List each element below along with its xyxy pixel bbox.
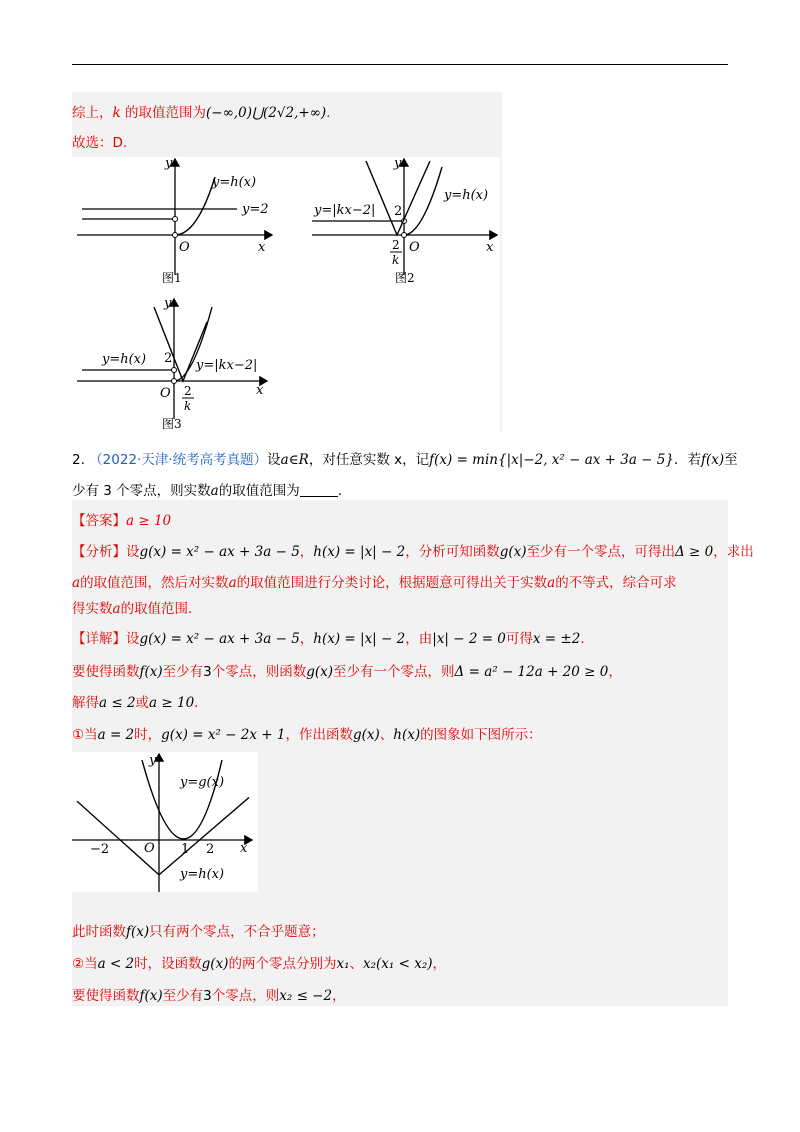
- f2-y-label: y: [394, 157, 402, 171]
- case1-x-label: x: [240, 841, 248, 856]
- f3-x-label: x: [256, 383, 264, 398]
- g-symbol: g(x): [499, 544, 527, 560]
- g-definition: g(x) = x² − 2x + 1: [161, 727, 286, 743]
- text: ，: [432, 956, 446, 972]
- text: 至: [724, 452, 738, 468]
- var-a: a: [72, 575, 81, 591]
- text: 个零点，则函数: [211, 664, 307, 680]
- f2-x-label: x: [486, 240, 494, 255]
- text: ①当: [72, 727, 98, 743]
- case1-tick-neg2: −2: [90, 842, 110, 857]
- problem-line-1: [72, 448, 738, 468]
- problem-line-2: [72, 479, 342, 499]
- analysis-line-2: [72, 571, 677, 591]
- f1-line-label: y=2: [242, 202, 269, 217]
- text: 时，设函数: [134, 956, 202, 972]
- h-definition: h(x) = |x| − 2: [313, 544, 406, 560]
- count: 3: [203, 664, 212, 680]
- equation: |x| − 2 = 0: [432, 631, 506, 647]
- text: 设: [267, 452, 281, 468]
- f-symbol: f(x): [139, 664, 163, 680]
- count: 3: [203, 988, 212, 1004]
- text: 至少有: [162, 664, 204, 680]
- condition: a∈R: [280, 452, 309, 468]
- text: 个零点，则: [211, 988, 280, 1004]
- f2-curve-label: y=h(x): [444, 188, 489, 203]
- figure-svg: [72, 157, 500, 432]
- discriminant-condition: Δ ≥ 0: [675, 544, 714, 560]
- problem-number: 2.: [72, 452, 85, 468]
- f-symbol: f(x): [139, 988, 163, 1004]
- detail-line-3: [72, 691, 198, 711]
- text: 、: [349, 956, 363, 972]
- var-a: a: [210, 483, 219, 499]
- text: .: [326, 105, 331, 121]
- f1-origin-label: O: [179, 240, 190, 255]
- case1-h-label: y=h(x): [180, 867, 225, 882]
- g-symbol: g(x): [352, 727, 380, 743]
- text: 解得: [72, 695, 99, 711]
- case-1-svg: [72, 752, 258, 892]
- f3-y-label: y: [164, 296, 172, 311]
- range-2: a ≥ 10: [149, 695, 195, 711]
- text: 只有两个零点，不合乎题意；: [149, 924, 325, 940]
- answer-line: [72, 509, 171, 529]
- h-definition: h(x) = |x| − 2: [313, 631, 406, 647]
- answer-blank: [300, 484, 338, 497]
- f3-frac-den: k: [184, 399, 192, 413]
- text: ，对任意实数 x，记: [308, 452, 430, 468]
- f2-caption: 图2: [395, 271, 415, 285]
- text: 至少有一个零点，可得出: [526, 544, 676, 560]
- after-line-3: [72, 984, 346, 1004]
- function-definition: f(x) = min{|x|−2, x² − ax + 3a − 5}: [429, 452, 674, 468]
- text: ，作出函数: [285, 727, 353, 743]
- f1-x-label: x: [258, 240, 266, 255]
- f1-caption: 图1: [162, 271, 182, 285]
- zero-x1: x₁: [336, 956, 350, 972]
- f3-origin-label: O: [160, 386, 171, 401]
- text: 的取值范围.: [120, 601, 193, 617]
- case1-origin-label: O: [144, 841, 155, 856]
- text: 的图象如下图所示：: [420, 727, 542, 743]
- text: 或: [135, 695, 150, 711]
- case-2-line: [72, 952, 446, 972]
- text: 综上，: [72, 105, 113, 121]
- g-definition: g(x) = x² − ax + 3a − 5: [139, 631, 300, 647]
- text: .: [194, 695, 199, 711]
- var-k: k: [112, 105, 121, 121]
- answer-tag: 【答案】: [72, 513, 126, 529]
- var-a: a: [112, 601, 121, 617]
- detail-line-2: [72, 660, 622, 680]
- f2-frac-den: k: [392, 253, 400, 267]
- text: ，: [299, 544, 314, 560]
- inequality: x₂ ≤ −2: [279, 988, 333, 1004]
- f3-two-label: 2: [164, 351, 173, 366]
- text: 得实数: [72, 601, 113, 617]
- text: 时，: [134, 727, 162, 743]
- f-symbol: f(x): [126, 924, 150, 940]
- after-line-1: [72, 920, 325, 940]
- text: 此时函数: [72, 924, 126, 940]
- zero-x2: x₂: [362, 956, 377, 972]
- case-condition: a < 2: [97, 956, 135, 972]
- text: 要使得函数: [72, 664, 140, 680]
- text: ，: [608, 664, 622, 680]
- detail-line-1: [72, 627, 585, 647]
- detail-tag: 【详解】: [72, 631, 126, 647]
- text: ．若: [673, 452, 701, 468]
- problem-source: （2022·天津·统考高考真题）: [89, 452, 268, 468]
- text: 的两个零点分别为: [228, 956, 337, 972]
- text: 可得: [505, 631, 533, 647]
- text: 至少有: [162, 988, 204, 1004]
- text: 设: [126, 631, 140, 647]
- text: 、: [379, 727, 394, 743]
- g-definition: g(x) = x² − ax + 3a − 5: [139, 544, 300, 560]
- f2-v-label: y=|kx−2|: [314, 203, 376, 218]
- case1-y-label: y: [149, 753, 157, 768]
- text: ，由: [405, 631, 433, 647]
- case1-g-label: y=g(x): [180, 775, 225, 790]
- f1-y-label: y: [165, 157, 173, 171]
- f1-curve-label: y=h(x): [212, 175, 257, 190]
- text: 的取值范围进行分类讨论，根据题意可得出关于实数: [236, 575, 548, 591]
- f2-frac-num: 2: [392, 238, 400, 252]
- answer-value: a ≥ 10: [126, 513, 172, 529]
- text: 的取值范围为: [218, 483, 300, 499]
- function-fx: f(x): [700, 452, 725, 468]
- text: ②当: [72, 956, 98, 972]
- page-header-rule: [72, 64, 728, 65]
- var-a: a: [547, 575, 556, 591]
- case-1-figure: [72, 752, 258, 892]
- analysis-tag: 【分析】: [72, 544, 126, 560]
- conclusion-line: [72, 101, 331, 121]
- case1-tick-2: 2: [206, 842, 215, 857]
- case-condition: a = 2: [97, 727, 135, 743]
- range-expression: (−∞,0)⋃(2√2,+∞): [205, 105, 327, 121]
- text: 少有 3 个零点，则实数: [72, 483, 211, 499]
- analysis-line-3: [72, 597, 192, 617]
- text: .: [337, 483, 343, 499]
- f2-two-label: 2: [394, 204, 403, 219]
- f3-frac-num: 2: [184, 384, 192, 398]
- text: 的取值范围为: [120, 105, 206, 121]
- text: 的取值范围，然后对实数: [80, 575, 229, 591]
- text: ，分析可知函数: [405, 544, 500, 560]
- text: ，: [332, 988, 346, 1004]
- text: 的不等式，综合可求: [555, 575, 677, 591]
- text: ，求出: [713, 544, 754, 560]
- text: 要使得函数: [72, 988, 140, 1004]
- f2-origin-label: O: [409, 240, 420, 255]
- choice-line: [72, 131, 127, 151]
- range-1: a ≤ 2: [99, 695, 136, 711]
- h-symbol: h(x): [393, 727, 421, 743]
- solution: x = ±2: [532, 631, 581, 647]
- case-1-line: [72, 723, 542, 743]
- text: ，: [299, 631, 314, 647]
- figure-1-2-3: [72, 157, 500, 432]
- case1-tick-1: 1: [181, 842, 190, 857]
- discriminant: Δ = a² − 12a + 20 ≥ 0: [454, 664, 609, 680]
- zero-order: (x₁ < x₂): [376, 956, 433, 972]
- f3-caption: 图3: [162, 417, 182, 431]
- g-symbol: g(x): [306, 664, 334, 680]
- f3-v-label: y=|kx−2|: [196, 358, 258, 373]
- text: 设: [126, 544, 140, 560]
- analysis-line-1: [72, 540, 754, 560]
- text: .: [580, 631, 585, 647]
- var-a: a: [228, 575, 237, 591]
- text: 至少有一个零点，则: [333, 664, 455, 680]
- g-symbol: g(x): [201, 956, 229, 972]
- choice-text: 故选：D.: [72, 135, 128, 151]
- f3-curve-label: y=h(x): [102, 352, 147, 367]
